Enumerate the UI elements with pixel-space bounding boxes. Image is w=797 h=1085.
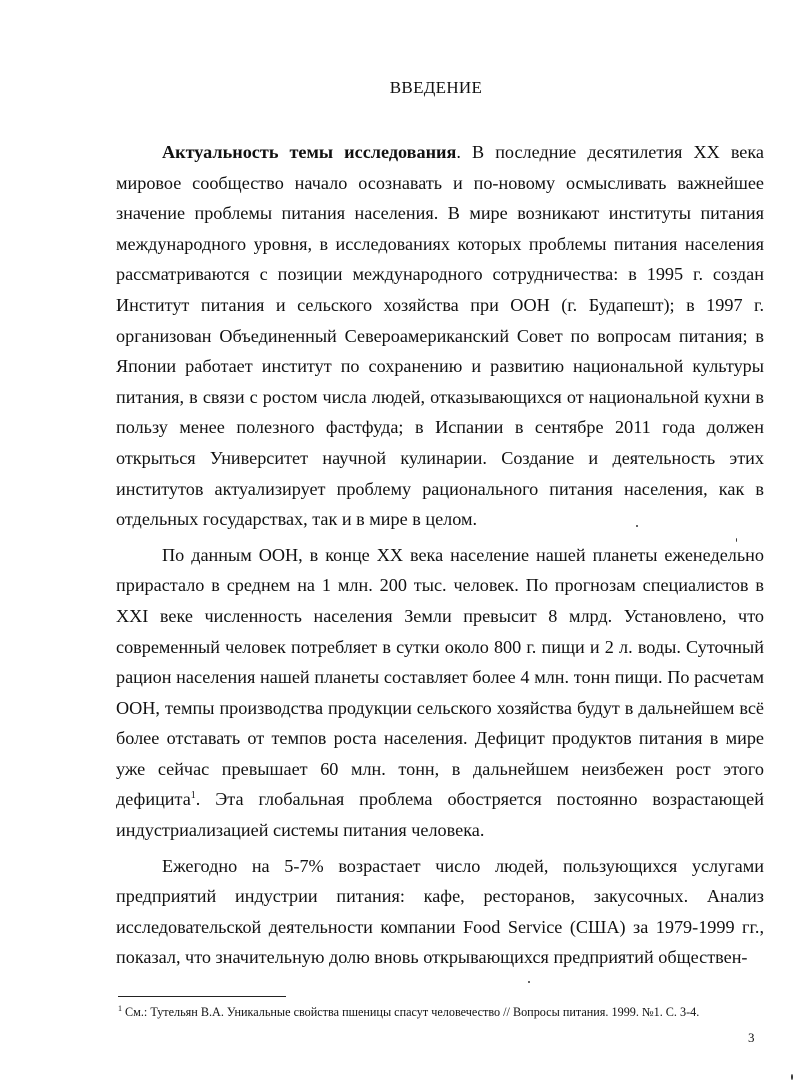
relevance-text: . В последние десятилетия XX века мировое сообщество начало осознавать и по-новому осмысливать важнейшее значение проблемы питания населения. В мире возникают институты питания международного уровня, в исследованиях которых проблемы питания населения рассматриваются с позиции международного сотрудничества: в 1995 г. создан Институт питания и сельского хозяйства при ООН (г. Будапешт); в 1997 г. организован Объединенный Североамериканский Совет по вопросам питания; в Японии работает институт по сохранению и развитию национальной культуры питания, в связи с ростом числа людей, отказывающихся от национальной кухни в пользу менее полезного фастфуда; в Испании в сентябре 2011 года должен открыться Университет научной кулинарии. Создание и деятельность этих институтов актуализирует проблему рационального питания населения, как в отдельных государствах, так и в мире в целом.: [116, 142, 765, 530]
footnote-reference[interactable]: 1: [190, 790, 196, 802]
page-heading: ВВЕДЕНИЕ: [389, 78, 483, 97]
footnote: [118, 1004, 778, 1020]
un-data-text: По данным ООН, в конце XX века население нашей планеты еженедельно прирастало в среднем на 1 млн. 200 тыс. человек. По прогнозам специалистов в XXI веке численность населения Земли превысит 8 млрд. Установлено, что современный человек потребляет в сутки около 800 г. пищи и 2 л. воды. Суточный рацион населения нашей планеты составляет более 4 млн. тонн пищи. По расчетам ООН, темпы производства продукции сельского хозяйства будут в дальнейшем всё более отставать от темпов роста населения. Дефицит продуктов питания в мире уже сейчас превышает 60 млн. тонн, в дальнейшем неизбежен рост этого дефицита: [116, 544, 764, 810]
scan-speck: [528, 981, 530, 983]
scan-speck: [636, 525, 638, 527]
paragraph-food-service: Ежегодно на 5-7% возрастает число людей, пользующихся услугами предприятий индустрии питания: кафе, ресторанов, закусочных. Анализ исследовательской деятельности компании Food Service (США) за 1979-1999 гг., показал, что значительную долю вновь открывающихся предприятий обществен-: [116, 855, 764, 968]
un-data-text-end: . Эта глобальная проблема обостряется постоянно возрастающей индустриализацией системы питания человека.: [116, 789, 764, 841]
relevance-lead: Актуальность темы исследования: [162, 142, 457, 162]
footnote-text: См.: Тутельян В.А. Уникальные свойства пшеницы спасут человечество // Вопросы питания. 1999. №1. С. 3-4.: [122, 1005, 700, 1019]
paragraph-relevance: [116, 137, 764, 535]
paragraph-un-data: [116, 540, 764, 846]
body-text: [116, 137, 764, 973]
scan-speck: [791, 1074, 793, 1080]
page-number: 3: [748, 1030, 755, 1045]
scan-speck: [736, 538, 737, 542]
footnote-marker: 1: [118, 1003, 122, 1013]
footnote-divider: [118, 996, 286, 997]
